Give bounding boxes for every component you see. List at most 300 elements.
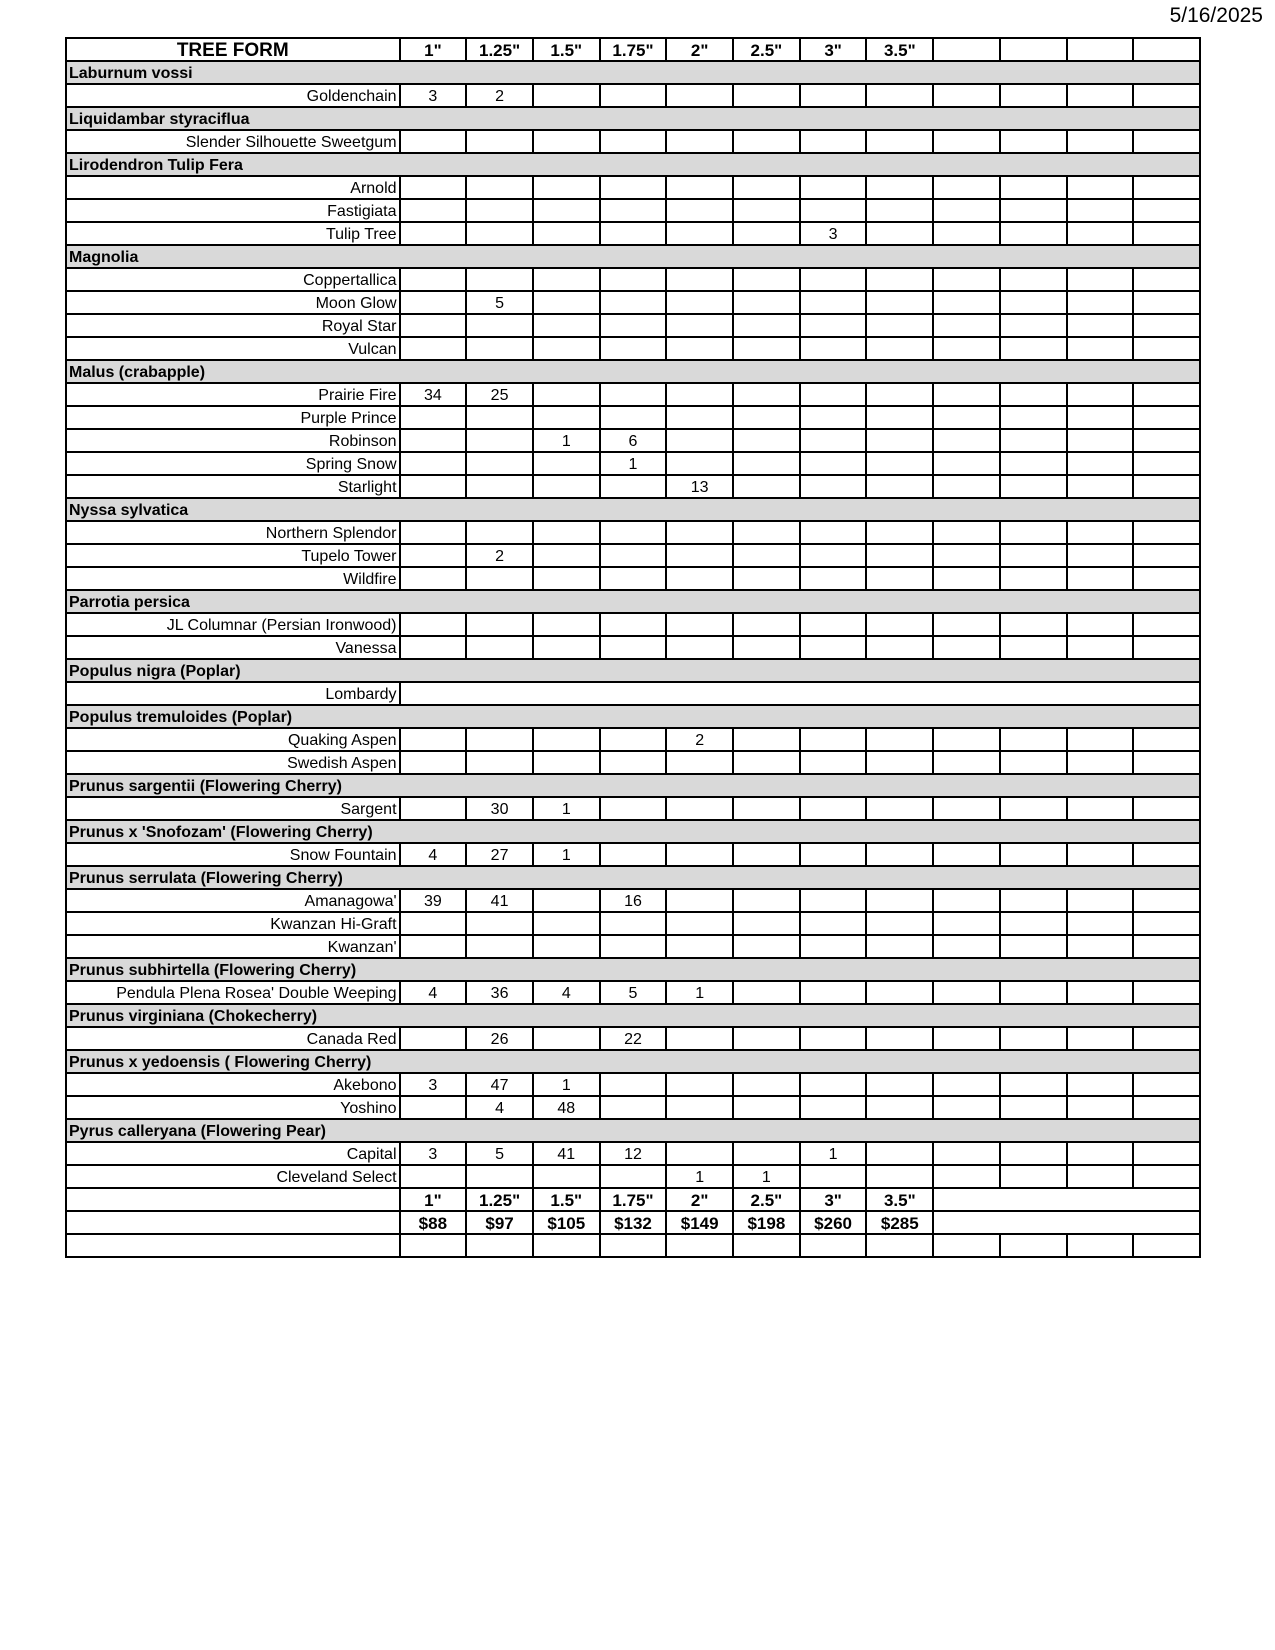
column-header-size: 1.25" [466,38,533,61]
quantity-cell: 36 [466,981,533,1004]
table-row [66,475,1200,498]
quantity-cell: 1 [800,1142,867,1165]
table-row [66,1096,1200,1119]
quantity-cell [1000,981,1067,1004]
quantity-cell [666,843,733,866]
quantity-cell [466,222,533,245]
quantity-cell [733,935,800,958]
blank-cell [933,1234,1000,1257]
quantity-cell [466,314,533,337]
quantity-cell [933,1142,1000,1165]
quantity-cell [533,199,600,222]
table-row [66,981,1200,1004]
species-name: Populus tremuloides (Poplar) [66,705,1200,728]
quantity-cell [533,406,600,429]
quantity-cell [733,130,800,153]
quantity-cell [1067,268,1134,291]
column-header-size: 1" [400,38,467,61]
quantity-cell: 2 [466,544,533,567]
quantity-cell [800,613,867,636]
table-row [66,452,1200,475]
quantity-cell [1133,176,1200,199]
quantity-cell [666,268,733,291]
quantity-cell [866,728,933,751]
blank-cell [66,1234,400,1257]
header-row [66,38,1200,61]
cultivar-name: Coppertallica [66,268,400,291]
species-group-row [66,1119,1200,1142]
quantity-cell [800,475,867,498]
quantity-cell [1067,383,1134,406]
quantity-cell [933,935,1000,958]
quantity-cell [800,429,867,452]
quantity-cell [466,613,533,636]
quantity-cell [1067,1073,1134,1096]
quantity-cell [1133,291,1200,314]
quantity-cell [1067,222,1134,245]
quantity-cell [1133,1027,1200,1050]
blank-cell [1133,1234,1200,1257]
quantity-cell [466,199,533,222]
cultivar-name: Starlight [66,475,400,498]
quantity-cell [933,728,1000,751]
quantity-cell: 25 [466,383,533,406]
quantity-cell [733,406,800,429]
quantity-cell [1133,935,1200,958]
species-name: Prunus x yedoensis ( Flowering Cherry) [66,1050,1200,1073]
quantity-cell [1000,1027,1067,1050]
quantity-cell [400,314,467,337]
quantity-cell [600,475,667,498]
price-cell: $198 [733,1211,800,1234]
quantity-cell [1000,383,1067,406]
quantity-cell [1133,1073,1200,1096]
footer-size: 1.75" [600,1188,667,1211]
table-row [66,406,1200,429]
footer-size: 2.5" [733,1188,800,1211]
quantity-cell [1000,544,1067,567]
table-row [66,337,1200,360]
quantity-cell [1133,544,1200,567]
quantity-cell [400,452,467,475]
quantity-cell [600,406,667,429]
quantity-cell [800,912,867,935]
cultivar-name: Arnold [66,176,400,199]
species-group-row [66,774,1200,797]
quantity-cell [800,199,867,222]
quantity-cell [533,222,600,245]
quantity-cell [733,314,800,337]
quantity-cell [866,521,933,544]
quantity-cell [1067,567,1134,590]
quantity-cell: 4 [400,843,467,866]
quantity-cell [1133,728,1200,751]
quantity-cell [933,337,1000,360]
column-header-size: 2" [666,38,733,61]
quantity-cell [533,935,600,958]
quantity-cell [1000,751,1067,774]
quantity-cell [400,475,467,498]
quantity-cell [600,935,667,958]
quantity-cell [1133,636,1200,659]
quantity-cell [800,337,867,360]
quantity-cell [1133,751,1200,774]
quantity-cell: 30 [466,797,533,820]
quantity-cell [400,912,467,935]
quantity-cell [400,268,467,291]
quantity-cell [933,797,1000,820]
quantity-cell [1067,291,1134,314]
quantity-cell: 39 [400,889,467,912]
species-group-row [66,153,1200,176]
quantity-cell [733,84,800,107]
quantity-cell [933,912,1000,935]
quantity-cell [666,613,733,636]
price-cell: $285 [866,1211,933,1234]
quantity-cell [600,751,667,774]
quantity-cell [600,1096,667,1119]
quantity-cell [1133,889,1200,912]
quantity-cell: 1 [600,452,667,475]
quantity-cell [800,728,867,751]
column-header-size: 2.5" [733,38,800,61]
quantity-cell [466,751,533,774]
table-row [66,383,1200,406]
quantity-cell [733,636,800,659]
footer-size: 1.25" [466,1188,533,1211]
quantity-cell [800,176,867,199]
quantity-cell [400,130,467,153]
quantity-cell [866,222,933,245]
cultivar-name: Spring Snow [66,452,400,475]
quantity-cell [733,176,800,199]
quantity-cell [466,452,533,475]
blank-cell [866,1234,933,1257]
table-row [66,314,1200,337]
quantity-cell [1133,406,1200,429]
quantity-cell [933,1073,1000,1096]
species-group-row [66,590,1200,613]
quantity-cell [733,843,800,866]
quantity-cell [800,1096,867,1119]
quantity-cell [1133,613,1200,636]
quantity-cell: 26 [466,1027,533,1050]
quantity-cell [733,912,800,935]
footer-size: 2" [666,1188,733,1211]
report-date: 5/16/2025 [1169,4,1263,27]
species-group-row [66,866,1200,889]
quantity-cell [400,406,467,429]
quantity-cell [1067,751,1134,774]
quantity-cell [733,452,800,475]
quantity-cell: 2 [466,84,533,107]
quantity-cell [1000,337,1067,360]
cultivar-name: Goldenchain [66,84,400,107]
cultivar-name: Northern Splendor [66,521,400,544]
quantity-cell [600,912,667,935]
quantity-cell [400,1165,467,1188]
quantity-cell [666,912,733,935]
quantity-cell: 1 [733,1165,800,1188]
table-row [66,1073,1200,1096]
quantity-cell [533,452,600,475]
quantity-cell [1133,1165,1200,1188]
cultivar-name: Swedish Aspen [66,751,400,774]
species-name: Nyssa sylvatica [66,498,1200,521]
quantity-cell [1067,912,1134,935]
quantity-cell [1133,314,1200,337]
quantity-cell [666,383,733,406]
quantity-cell [800,751,867,774]
quantity-cell [866,1096,933,1119]
quantity-cell: 1 [666,981,733,1004]
quantity-cell [933,1165,1000,1188]
quantity-cell [1000,843,1067,866]
footer-size: 3.5" [866,1188,933,1211]
quantity-cell [933,567,1000,590]
quantity-cell [733,1142,800,1165]
table-row [66,728,1200,751]
quantity-cell [1133,84,1200,107]
quantity-cell [1133,981,1200,1004]
quantity-cell [533,728,600,751]
quantity-cell [733,199,800,222]
table-row [66,843,1200,866]
quantity-cell [400,1096,467,1119]
quantity-cell [733,1096,800,1119]
quantity-cell [866,544,933,567]
table-row [66,130,1200,153]
quantity-cell [466,521,533,544]
column-header-size: 3.5" [866,38,933,61]
quantity-cell: 3 [400,84,467,107]
quantity-cell [800,84,867,107]
quantity-cell: 1 [666,1165,733,1188]
empty-span-cell [400,682,1200,705]
quantity-cell [733,544,800,567]
quantity-cell [933,84,1000,107]
quantity-cell [400,567,467,590]
quantity-cell [400,199,467,222]
species-group-row [66,498,1200,521]
quantity-cell [1133,521,1200,544]
species-group-row [66,107,1200,130]
quantity-cell [533,889,600,912]
quantity-cell: 34 [400,383,467,406]
quantity-cell [733,797,800,820]
quantity-cell [600,567,667,590]
quantity-cell [666,797,733,820]
quantity-cell [1000,889,1067,912]
quantity-cell [1000,728,1067,751]
quantity-cell [600,337,667,360]
quantity-cell [1067,314,1134,337]
quantity-cell [533,130,600,153]
quantity-cell: 22 [600,1027,667,1050]
quantity-cell: 5 [466,291,533,314]
blank-cell [666,1234,733,1257]
column-header-size: 1.75" [600,38,667,61]
quantity-cell: 48 [533,1096,600,1119]
cultivar-name: Slender Silhouette Sweetgum [66,130,400,153]
quantity-cell [800,889,867,912]
quantity-cell [1067,429,1134,452]
blank-cell [466,1234,533,1257]
quantity-cell [466,429,533,452]
species-name: Malus (crabapple) [66,360,1200,383]
quantity-cell [1067,544,1134,567]
quantity-cell [533,291,600,314]
species-name: Pyrus calleryana (Flowering Pear) [66,1119,1200,1142]
quantity-cell [800,567,867,590]
quantity-cell [400,176,467,199]
quantity-cell [800,544,867,567]
species-name: Liquidambar styraciflua [66,107,1200,130]
quantity-cell [1000,636,1067,659]
quantity-cell [666,636,733,659]
table-row [66,797,1200,820]
cultivar-name: Cleveland Select [66,1165,400,1188]
blank-cell [1000,1234,1067,1257]
table-row [66,751,1200,774]
quantity-cell [866,797,933,820]
quantity-cell [933,889,1000,912]
quantity-cell: 12 [600,1142,667,1165]
quantity-cell [733,567,800,590]
cultivar-name: Moon Glow [66,291,400,314]
quantity-cell [533,1165,600,1188]
species-name: Lirodendron Tulip Fera [66,153,1200,176]
quantity-cell [1067,1142,1134,1165]
quantity-cell: 5 [600,981,667,1004]
quantity-cell [1067,452,1134,475]
quantity-cell [800,383,867,406]
quantity-cell [1000,613,1067,636]
quantity-cell [800,636,867,659]
quantity-cell [933,429,1000,452]
quantity-cell [733,521,800,544]
cultivar-name: Vanessa [66,636,400,659]
quantity-cell [733,268,800,291]
species-name: Prunus subhirtella (Flowering Cherry) [66,958,1200,981]
column-header-title: TREE FORM [66,38,400,61]
quantity-cell [1067,889,1134,912]
quantity-cell [1067,613,1134,636]
quantity-cell [1133,475,1200,498]
quantity-cell [866,337,933,360]
quantity-cell [666,406,733,429]
species-group-row [66,1004,1200,1027]
price-cell: $149 [666,1211,733,1234]
quantity-cell [466,636,533,659]
quantity-cell [1067,728,1134,751]
quantity-cell: 3 [400,1073,467,1096]
footer-size: 1" [400,1188,467,1211]
quantity-cell: 6 [600,429,667,452]
quantity-cell [866,383,933,406]
quantity-cell [866,912,933,935]
species-name: Parrotia persica [66,590,1200,613]
quantity-cell [1067,981,1134,1004]
quantity-cell [1133,337,1200,360]
quantity-cell [800,521,867,544]
blank-cell [533,1234,600,1257]
table-row [66,84,1200,107]
quantity-cell [800,935,867,958]
quantity-cell [1067,935,1134,958]
quantity-cell [600,291,667,314]
tree-form-inventory-table [65,37,1201,1258]
species-name: Prunus serrulata (Flowering Cherry) [66,866,1200,889]
quantity-cell [1133,1096,1200,1119]
price-cell: $132 [600,1211,667,1234]
species-name: Prunus sargentii (Flowering Cherry) [66,774,1200,797]
quantity-cell [866,613,933,636]
quantity-cell [866,751,933,774]
quantity-cell [800,130,867,153]
quantity-cell [866,935,933,958]
quantity-cell: 27 [466,843,533,866]
quantity-cell [533,337,600,360]
cultivar-name: Tupelo Tower [66,544,400,567]
quantity-cell [666,291,733,314]
table-row [66,291,1200,314]
quantity-cell [933,751,1000,774]
quantity-cell [466,935,533,958]
blank-cell [600,1234,667,1257]
quantity-cell [933,613,1000,636]
quantity-cell [666,751,733,774]
quantity-cell [1000,1142,1067,1165]
blank-cell [800,1234,867,1257]
table-row [66,912,1200,935]
footer-size: 3" [800,1188,867,1211]
quantity-cell [533,1027,600,1050]
quantity-cell: 1 [533,843,600,866]
cultivar-name: Prairie Fire [66,383,400,406]
quantity-cell [866,843,933,866]
quantity-cell [400,291,467,314]
quantity-cell [1133,1142,1200,1165]
quantity-cell [1067,475,1134,498]
quantity-cell [666,1027,733,1050]
quantity-cell [933,222,1000,245]
quantity-cell [733,337,800,360]
quantity-cell [733,981,800,1004]
quantity-cell [400,751,467,774]
quantity-cell [600,176,667,199]
cultivar-name: Capital [66,1142,400,1165]
quantity-cell [600,314,667,337]
cultivar-name: Purple Prince [66,406,400,429]
table-row [66,889,1200,912]
quantity-cell [1133,222,1200,245]
price-cell: $97 [466,1211,533,1234]
quantity-cell [600,613,667,636]
quantity-cell [466,130,533,153]
quantity-cell [400,222,467,245]
quantity-cell [1133,843,1200,866]
cultivar-name: Fastigiata [66,199,400,222]
quantity-cell [533,383,600,406]
quantity-cell [1000,199,1067,222]
quantity-cell [866,889,933,912]
quantity-cell: 41 [533,1142,600,1165]
column-header-size [1133,38,1200,61]
quantity-cell [1000,1165,1067,1188]
quantity-cell [400,544,467,567]
quantity-cell [933,475,1000,498]
